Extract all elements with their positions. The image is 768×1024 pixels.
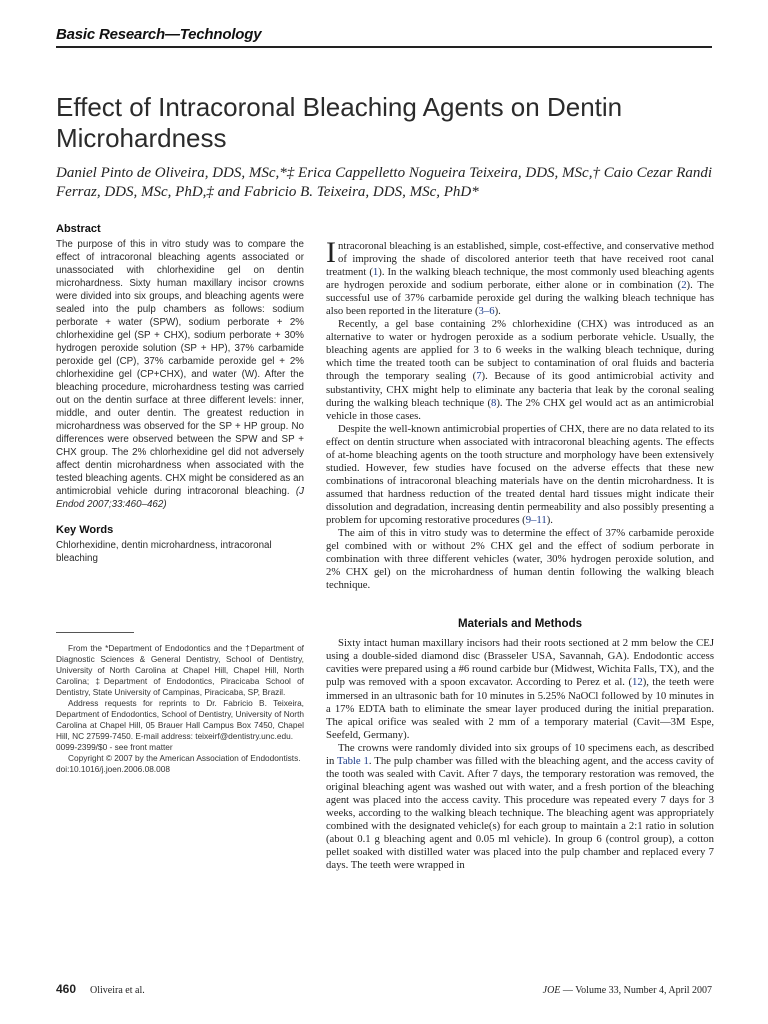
right-column <box>326 236 714 872</box>
affiliation-note: From the *Department of Endodontics and the †Department of Diagnostic Sciences & General Dentistry, School of Dentistry, University of North Carolina at Chapel Hill, Chapel Hill, North Carolina; ‡Department of Endodontics, Piracicaba School of Dentistry, State University of Campinas, Piracicaba, SP, Brazil. <box>56 643 304 697</box>
section-label: Basic Research—Technology <box>56 26 262 43</box>
reference-link[interactable]: 12 <box>632 676 643 689</box>
running-author: Oliveira et al. <box>90 985 145 996</box>
intro-paragraph: Despite the well-known antimicrobial properties of CHX, there are no data related to its effect on dentin structure when associated with intracoronal bleaching agents. The effects of at-home bleaching agents on the tooth structure and morphology have been extensively studied. However, few studies have focused on the adverse effects that these new combinations of intracoronal bleaching materials have on the dentin microhardness. It is assumed that hardness reduction of the treated dental hard tissues might indicate their dissolution and degradation, increasing dentin permeability and also possibly presenting a problem for upcoming restorative procedures (9–11). <box>326 422 714 526</box>
reference-link[interactable]: 7 <box>476 370 482 383</box>
left-column <box>56 223 304 565</box>
journal-issue: — Volume 33, Number 4, April 2007 <box>560 985 712 996</box>
keywords-text: Chlorhexidine, dentin microhardness, intracoronal bleaching <box>56 540 272 564</box>
methods-paragraph: Sixty intact human maxillary incisors had their roots sectioned at 2 mm below the CEJ using a double-sided diamond disc (Brasseler USA, Savannah, GA). Endodontic access cavities were prepared using a #6 round carbide bur (Midwest, Wichita Falls, TX), and the pulp was removed with a spoon excavator. According to Perez et al. (12), the teeth were immersed in an ultrasonic bath for 10 minutes in 5.25% NaOCl followed by 10 minutes in a 17% EDTA bath to eliminate the smear layer produced during the initial preparation. The apical orifice was sealed with 2 mm of a temporary material (Cavit—3M Espe, Seefeld, Germany). <box>326 637 714 741</box>
reference-link[interactable]: 1 <box>372 266 379 279</box>
abstract-block <box>56 223 304 511</box>
intro-paragraph: Intracoronal bleaching is an established, simple, cost-effective, and conservative method of improving the shade of discolored anterior teeth that have received root canal treatment (1). In the walking bleach technique, the most commonly used bleaching agents are hydrogen peroxide and sodium perborate, either alone or in combination (2). The successful use of 37% carbamide peroxide gel during the walking bleach technique has also been reported in the literature (3–6). <box>326 236 714 318</box>
issn-note: 0099-2399/$0 - see front matter <box>56 742 173 752</box>
footer-left <box>56 982 145 996</box>
footnote-rule <box>56 632 134 633</box>
abstract-heading: Abstract <box>56 223 101 235</box>
author-list: Daniel Pinto de Oliveira, DDS, MSc,*‡ Erica Cappelletto Nogueira Teixeira, DDS, MSc,† Caio Cezar Randi Ferraz, DDS, MSc, PhD,‡ and Fabricio B. Teixeira, DDS, MSc, PhD* <box>56 165 713 200</box>
methods-paragraph: The crowns were randomly divided into six groups of 10 specimens each, as described in Table 1. The pulp chamber was filled with the bleaching agent, and the access cavity of the tooth was sealed with Cavit. After 7 days, the temporary restoration was removed, the original bleaching agent was washed out with water, and a fresh portion of the bleaching agent was placed into the access cavity. This procedure was repeated every 7 days for 3 weeks, according to the walking bleach technique. The bleaching agent was appropriately combined with the designated vehicle(s) for each group to maintain a 2:1 ratio in solution (about 0.1 g bleaching agent and 0.05 ml vehicle). In group 6 (control group), a cotton pellet soaked with distilled water was placed into the pulp chamber and replaced every 7 days. The teeth were wrapped in <box>326 741 714 872</box>
copyright-note: Copyright © 2007 by the American Association of Endodontists. <box>68 753 301 763</box>
drop-cap: I <box>326 236 336 269</box>
reference-link[interactable]: 2 <box>681 279 687 292</box>
footer-journal <box>543 985 712 996</box>
table-link[interactable]: Table 1 <box>337 754 369 767</box>
page-number: 460 <box>56 982 77 996</box>
reference-link[interactable]: 8 <box>491 396 497 409</box>
abstract-text: The purpose of this in vitro study was to compare the effect of intracoronal bleaching agents associated or unassociated with chlorhexidine gel on dentin microhardness. Sixty human maxillary incisor crowns were divided into six groups, and bleaching agents were sealed into the pulp chambers as follows: sodium perborate + water (SPW), sodium perborate + 2% chlorhexidine gel (SP + CHX), sodium perborate + 30% hydrogen peroxide solution (SP + HP), 37% carbamide peroxide gel (CP), 37% carbamide peroxide gel + 2% chlorhexidine gel (CP+CHX), and water (W). After the bleaching procedure, microhardness testing was carried out on the dentin surface at three different levels: inner, middle, and outer dentin. The greatest reduction in microhardness was observed for the SP + HP group. No differences were observed between the SPW and SP + CHX group. The 2% chlorhexidine gel did not adversely affect dentin microhardness when associated with the tested bleaching agents. CHX might be considered as an antimicrobial vehicle during intracoronal bleaching. (J Endod 2007;33:460–462) <box>56 239 304 510</box>
doi-note: doi:10.1016/j.joen.2006.08.008 <box>56 764 170 774</box>
journal-name: JOE <box>542 985 561 996</box>
keywords-heading: Key Words <box>56 524 114 536</box>
reference-link[interactable]: 3–6 <box>478 305 495 318</box>
abstract-citation: (J Endod 2007;33:460–462) <box>56 486 304 510</box>
header-rule <box>56 46 712 48</box>
article-title: Effect of Intracoronal Bleaching Agents on Dentin Microhardness <box>56 92 623 153</box>
intro-paragraph: Recently, a gel base containing 2% chlorhexidine (CHX) was introduced as an alternative to water or hydrogen peroxide as a sodium perborate vehicle. Usually, the bleaching agents are applied for 3 to 6 weeks in the walking bleach technique, during which time the treated tooth can be subject to contamination of oral fluids and bacteria through the temporary sealing (7). Because of its good antimicrobial activity and substantivity, CHX might help to eliminate any bacteria that leak by the coronal sealing during the walking bleach technique (8). The 2% CHX gel would act as an antimicrobial vehicle in those cases. <box>326 318 714 422</box>
methods-heading: Materials and Methods <box>458 618 582 631</box>
address-note: Address requests for reprints to Dr. Fabricio B. Teixeira, Department of Endodontics, School of Dentistry, University of North Carolina at Chapel Hill, 05 Brauer Hall Campus Box 7450, Chapel Hill, NC 27599-7450. E-mail address: teixeirf@dentistry.unc.edu. <box>56 698 304 741</box>
footnotes <box>56 643 304 775</box>
intro-paragraph: The aim of this in vitro study was to determine the effect of 37% carbamide peroxide gel combined with or without 2% CHX gel and the effect of sodium perborate in combination with three different vehicles (water, 30% hydrogen peroxide solution, and 2% CHX gel) on the microhardness of human dentin following the walking bleach technique. <box>326 527 714 592</box>
reference-link[interactable]: 9–11 <box>525 513 547 526</box>
keywords-block <box>56 524 304 565</box>
